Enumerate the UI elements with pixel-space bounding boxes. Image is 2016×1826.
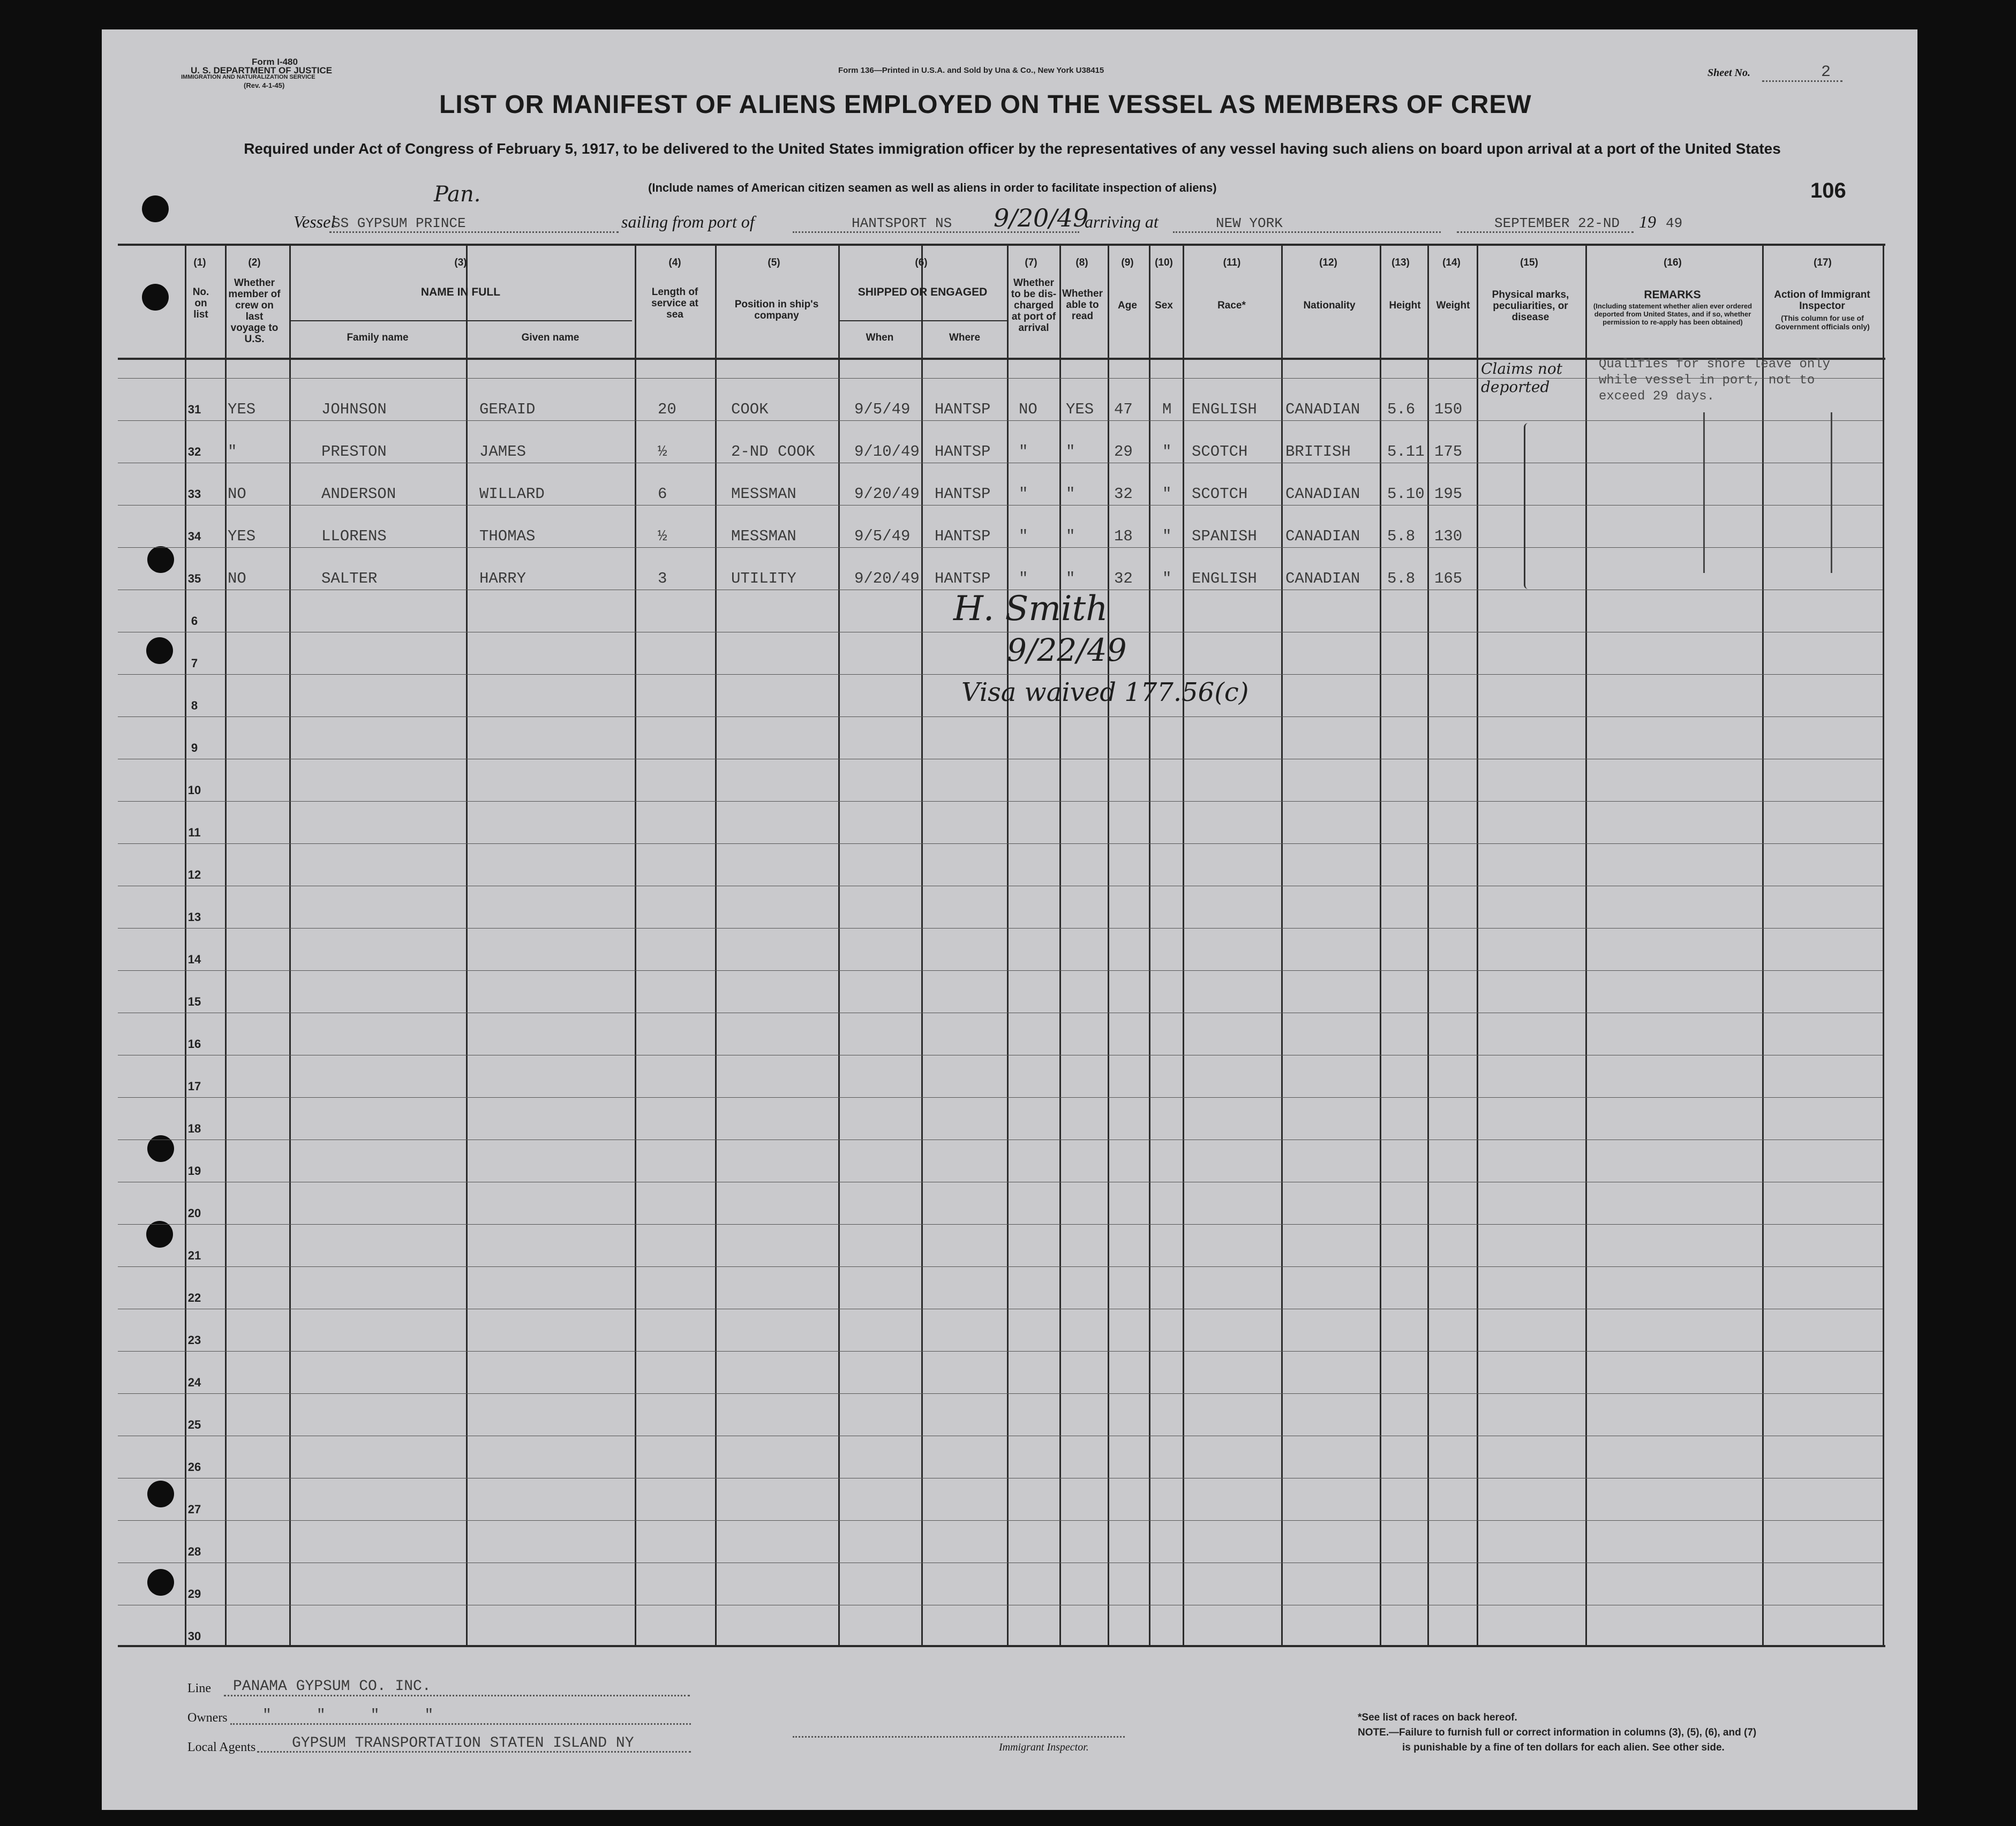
column-rule bbox=[921, 244, 923, 1647]
flag-note: Pan. bbox=[434, 182, 481, 207]
row-number: 21 bbox=[187, 1249, 201, 1262]
row-number: 30 bbox=[187, 1629, 201, 1643]
row-number: 29 bbox=[187, 1587, 201, 1601]
col-head-when: When bbox=[866, 332, 894, 343]
column-rule bbox=[466, 244, 468, 1647]
col-num-16: (16) bbox=[1664, 257, 1682, 268]
cell-discharged: NO bbox=[1019, 401, 1037, 418]
column-rule bbox=[715, 244, 717, 1647]
penalty-note-1: NOTE.—Failure to furnish full or correct information in columns (3), (5), (6), and (7) bbox=[1358, 1727, 1757, 1738]
row-number: 27 bbox=[187, 1503, 201, 1516]
cell-age: 18 bbox=[1114, 527, 1133, 545]
owners-value: " " " " bbox=[262, 1707, 434, 1724]
line-rule bbox=[224, 1695, 690, 1696]
cell-read: " bbox=[1066, 570, 1075, 587]
cell-height: 5.10 bbox=[1387, 485, 1425, 503]
cell-sex: M bbox=[1162, 401, 1172, 418]
col-head-name-in-full: NAME IN FULL bbox=[420, 286, 501, 298]
column-rule bbox=[1477, 244, 1478, 1647]
row-number: 18 bbox=[187, 1122, 201, 1135]
row-number: 15 bbox=[187, 995, 201, 1008]
cell-height: 5.8 bbox=[1387, 570, 1416, 587]
cell-sex: " bbox=[1162, 485, 1172, 503]
cell-last-voyage: YES bbox=[228, 401, 256, 418]
col-num-9: (9) bbox=[1121, 257, 1134, 268]
col-num-11: (11) bbox=[1223, 257, 1241, 268]
year-prefix: 19 bbox=[1639, 212, 1656, 231]
cell-nationality: CANADIAN bbox=[1285, 570, 1360, 587]
col-head-discharged: Whether to be dis-charged at port of arrival bbox=[1011, 277, 1057, 334]
cell-family: ANDERSON bbox=[321, 485, 396, 503]
agents-value: GYPSUM TRANSPORTATION STATEN ISLAND NY bbox=[292, 1735, 634, 1752]
page-title: LIST OR MANIFEST OF ALIENS EMPLOYED ON THE VESSEL AS MEMBERS OF CREW bbox=[439, 90, 1532, 119]
sailing-label: sailing from port of bbox=[621, 212, 755, 231]
arriving-label: arriving at bbox=[1085, 212, 1159, 231]
cell-when: 9/20/49 bbox=[854, 485, 920, 503]
cell-when: 9/5/49 bbox=[854, 527, 911, 545]
cell-sex: " bbox=[1162, 527, 1172, 545]
column-rule bbox=[289, 244, 291, 1647]
remarks-note: Qualifies for shore leave only while vessel in port, not to exceed 29 days. bbox=[1599, 357, 1831, 404]
cell-age: 47 bbox=[1114, 401, 1133, 418]
cell-position: COOK bbox=[731, 401, 769, 418]
printer-line: Form 136—Printed in U.S.A. and Sold by Una & Co., New York U38415 bbox=[838, 66, 1104, 75]
arriving-port: NEW YORK bbox=[1216, 215, 1283, 231]
column-rule bbox=[225, 244, 227, 1647]
column-rule bbox=[1427, 244, 1429, 1647]
cell-discharged: " bbox=[1019, 485, 1028, 503]
row-number: 26 bbox=[187, 1460, 201, 1474]
cell-discharged: " bbox=[1019, 443, 1028, 461]
cell-family: SALTER bbox=[321, 570, 378, 587]
race-note: *See list of races on back hereof. bbox=[1358, 1712, 1517, 1723]
row-rule bbox=[118, 1266, 1883, 1267]
col-head-able-to-read: Whether able to read bbox=[1062, 288, 1103, 322]
line-label: Line bbox=[187, 1681, 211, 1695]
cell-given: HARRY bbox=[479, 570, 526, 587]
row-number: 33 bbox=[187, 487, 201, 501]
cell-where: HANTSP bbox=[935, 570, 991, 587]
cell-read: " bbox=[1066, 485, 1075, 503]
column-rule bbox=[1183, 244, 1184, 1647]
row-rule bbox=[118, 1224, 1883, 1225]
cell-where: HANTSP bbox=[935, 443, 991, 461]
column-rule bbox=[1883, 244, 1884, 1647]
cell-service: 6 bbox=[658, 485, 667, 503]
row-number: 7 bbox=[191, 657, 198, 670]
col-head-sex: Sex bbox=[1155, 300, 1173, 311]
cell-weight: 130 bbox=[1434, 527, 1463, 545]
cell-discharged: " bbox=[1019, 570, 1028, 587]
column-rule bbox=[1281, 244, 1283, 1647]
cell-nationality: BRITISH bbox=[1285, 443, 1351, 461]
vessel-name: SS GYPSUM PRINCE bbox=[332, 215, 466, 231]
col-head-race: Race* bbox=[1217, 300, 1246, 311]
name-subheader-rule bbox=[289, 320, 632, 321]
cell-where: HANTSP bbox=[935, 401, 991, 418]
cell-race: SCOTCH bbox=[1192, 443, 1248, 461]
col-head-family-name: Family name bbox=[347, 332, 409, 343]
row-number: 19 bbox=[187, 1164, 201, 1178]
col-head-service: Length of service at sea bbox=[651, 286, 698, 320]
col-head-physical-marks: Physical marks, peculiarities, or disease bbox=[1492, 289, 1569, 323]
penalty-note-2: is punishable by a fine of ten dollars for each alien. See other side. bbox=[1402, 1742, 1725, 1753]
cell-where: HANTSP bbox=[935, 485, 991, 503]
cell-race: SPANISH bbox=[1192, 527, 1257, 545]
column-rule bbox=[1380, 244, 1381, 1647]
cell-nationality: CANADIAN bbox=[1285, 527, 1360, 545]
cell-read: " bbox=[1066, 527, 1075, 545]
sheet-number: 2 bbox=[1821, 63, 1831, 81]
col-head-no-on-list: No. on list bbox=[192, 286, 209, 320]
row-number: 12 bbox=[187, 868, 201, 881]
col-num-17: (17) bbox=[1814, 257, 1832, 268]
cell-service: ½ bbox=[658, 527, 667, 545]
punch-hole bbox=[146, 1221, 173, 1248]
agents-rule bbox=[257, 1751, 691, 1753]
cell-read: YES bbox=[1066, 401, 1094, 418]
cell-weight: 150 bbox=[1434, 401, 1463, 418]
cell-service: 20 bbox=[658, 401, 676, 418]
row-rule bbox=[118, 547, 1883, 548]
row-rule bbox=[118, 420, 1883, 421]
cell-family: PRESTON bbox=[321, 443, 387, 461]
cell-weight: 175 bbox=[1434, 443, 1463, 461]
row-number: 16 bbox=[187, 1037, 201, 1051]
subtitle-note: (Include names of American citizen seamen as well as aliens in order to facilitate inspection of aliens) bbox=[648, 181, 1217, 194]
inspector-label: Immigrant Inspector. bbox=[999, 1741, 1089, 1753]
cell-when: 9/5/49 bbox=[854, 401, 911, 418]
visa-note: Visa waived 177.56(c) bbox=[961, 677, 1249, 707]
col-num-4: (4) bbox=[668, 257, 681, 268]
cell-height: 5.8 bbox=[1387, 527, 1416, 545]
column-rule bbox=[1762, 244, 1764, 1647]
line-value: PANAMA GYPSUM CO. INC. bbox=[233, 1678, 431, 1695]
column-rule bbox=[1108, 244, 1109, 1647]
col-num-14: (14) bbox=[1442, 257, 1461, 268]
cell-weight: 165 bbox=[1434, 570, 1463, 587]
col-head-where: Where bbox=[949, 332, 981, 343]
cell-where: HANTSP bbox=[935, 527, 991, 545]
row-number: 23 bbox=[187, 1333, 201, 1347]
cell-read: " bbox=[1066, 443, 1075, 461]
cell-family: JOHNSON bbox=[321, 401, 387, 418]
row-number: 34 bbox=[187, 530, 201, 543]
cell-height: 5.6 bbox=[1387, 401, 1416, 418]
col-num-8: (8) bbox=[1075, 257, 1088, 268]
column-rule bbox=[1585, 244, 1587, 1647]
col-head-shipped: SHIPPED OR ENGAGED bbox=[857, 286, 988, 298]
row-rule bbox=[118, 674, 1883, 675]
arriving-line bbox=[1173, 231, 1441, 233]
cell-position: MESSMAN bbox=[731, 485, 796, 503]
cell-service: ½ bbox=[658, 443, 667, 461]
service: IMMIGRATION AND NATURALIZATION SERVICE bbox=[181, 74, 315, 80]
row-number: 22 bbox=[187, 1291, 201, 1304]
inspector-signature: H. Smith bbox=[953, 589, 1108, 629]
cell-sex: " bbox=[1162, 443, 1172, 461]
cell-position: UTILITY bbox=[731, 570, 796, 587]
cell-when: 9/10/49 bbox=[854, 443, 920, 461]
arrival-line bbox=[1457, 231, 1634, 233]
col-num-2: (2) bbox=[248, 257, 261, 268]
cell-height: 5.11 bbox=[1387, 443, 1425, 461]
col-num-15: (15) bbox=[1520, 257, 1538, 268]
cell-age: 32 bbox=[1114, 570, 1133, 587]
col-head-last-voyage: Whether member of crew on last voyage to U.S. bbox=[228, 277, 281, 345]
subtitle: Required under Act of Congress of February 5, 1917, to be delivered to the United States immigration officer by the representatives of any vessel having such aliens on board upon arrival at a port of the United States bbox=[244, 140, 1781, 157]
arrival-date: SEPTEMBER 22-ND bbox=[1494, 215, 1620, 231]
vessel-line bbox=[329, 231, 619, 233]
row-rule bbox=[118, 801, 1883, 802]
row-rule bbox=[118, 1097, 1883, 1098]
table-top-border bbox=[118, 244, 1885, 246]
col-num-12: (12) bbox=[1319, 257, 1337, 268]
row-number: 17 bbox=[187, 1080, 201, 1093]
cell-last-voyage: NO bbox=[228, 570, 246, 587]
sailing-date: 9/20/49 bbox=[994, 203, 1089, 232]
col-head-nationality: Nationality bbox=[1303, 300, 1356, 311]
col-head-inspector-note: (This column for use of Government officials only) bbox=[1775, 314, 1870, 331]
row-number: 9 bbox=[191, 741, 198, 754]
cell-family: LLORENS bbox=[321, 527, 387, 545]
punch-hole bbox=[142, 195, 169, 222]
column-rule bbox=[635, 244, 636, 1647]
inspector-rule bbox=[793, 1736, 1125, 1738]
sailing-port: HANTSPORT NS bbox=[852, 215, 952, 231]
cell-last-voyage: " bbox=[228, 443, 237, 461]
row-number: 35 bbox=[187, 572, 201, 585]
col-head-remarks: REMARKS bbox=[1644, 289, 1701, 301]
cell-race: SCOTCH bbox=[1192, 485, 1248, 503]
row-number: 11 bbox=[188, 826, 201, 839]
col-head-position: Position in ship's company bbox=[734, 299, 819, 321]
owners-rule bbox=[230, 1723, 691, 1725]
col-head-remarks-note: (Including statement whether alien ever ordered deported from United States, and if so, whether permission to re-apply has been obtained) bbox=[1593, 302, 1752, 326]
cell-age: 29 bbox=[1114, 443, 1133, 461]
col-num-1: (1) bbox=[193, 257, 206, 268]
col-head-given-name: Given name bbox=[521, 332, 580, 343]
cell-last-voyage: YES bbox=[228, 527, 256, 545]
year-suffix: 49 bbox=[1666, 215, 1683, 231]
row-rule bbox=[118, 716, 1883, 717]
punch-hole bbox=[142, 284, 169, 311]
column-rule bbox=[1149, 244, 1150, 1647]
sailing-line bbox=[793, 231, 1079, 233]
cell-when: 9/20/49 bbox=[854, 570, 920, 587]
cell-last-voyage: NO bbox=[228, 485, 246, 503]
row-rule bbox=[118, 1393, 1883, 1394]
row-number: 28 bbox=[187, 1545, 201, 1558]
cell-given: THOMAS bbox=[479, 527, 536, 545]
col-num-5: (5) bbox=[768, 257, 780, 268]
ditto-stroke bbox=[1831, 412, 1832, 573]
col-head-weight: Weight bbox=[1436, 300, 1470, 311]
cell-nationality: CANADIAN bbox=[1285, 401, 1360, 418]
row-rule bbox=[118, 843, 1883, 844]
sheet-number-line bbox=[1762, 80, 1842, 82]
row-number: 6 bbox=[191, 614, 198, 628]
row-rule bbox=[118, 1351, 1883, 1352]
punch-hole bbox=[146, 637, 173, 664]
row-number: 20 bbox=[187, 1206, 201, 1220]
cell-given: GERAID bbox=[479, 401, 536, 418]
cell-race: ENGLISH bbox=[1192, 570, 1257, 587]
row-rule bbox=[118, 928, 1883, 929]
row-number: 25 bbox=[187, 1418, 201, 1431]
row-number: 14 bbox=[187, 953, 201, 966]
row-number: 31 bbox=[187, 403, 201, 416]
row-number: 24 bbox=[187, 1376, 201, 1389]
col-num-13: (13) bbox=[1391, 257, 1410, 268]
cell-race: ENGLISH bbox=[1192, 401, 1257, 418]
cell-given: WILLARD bbox=[479, 485, 545, 503]
ditto-bracket bbox=[1524, 423, 1533, 589]
owners-label: Owners bbox=[187, 1711, 228, 1725]
column-rule bbox=[1059, 244, 1061, 1647]
col-num-10: (10) bbox=[1155, 257, 1173, 268]
col-head-inspector-action: Action of Immigrant Inspector bbox=[1774, 289, 1870, 312]
column-rule bbox=[1007, 244, 1009, 1647]
cell-given: JAMES bbox=[479, 443, 526, 461]
row-number: 13 bbox=[187, 910, 201, 924]
revision: (Rev. 4-1-45) bbox=[244, 81, 285, 89]
cell-nationality: CANADIAN bbox=[1285, 485, 1360, 503]
agents-label: Local Agents bbox=[187, 1740, 256, 1754]
col-num-3: (3) bbox=[454, 257, 467, 268]
row-number: 10 bbox=[187, 783, 201, 797]
row-number: 8 bbox=[191, 699, 198, 712]
cell-age: 32 bbox=[1114, 485, 1133, 503]
row-rule bbox=[118, 970, 1883, 971]
form-id: Form I-480 bbox=[252, 57, 298, 67]
cell-sex: " bbox=[1162, 570, 1172, 587]
col-num-6: (6) bbox=[915, 257, 928, 268]
ditto-stroke bbox=[1703, 412, 1705, 573]
cell-discharged: " bbox=[1019, 527, 1028, 545]
cell-weight: 195 bbox=[1434, 485, 1463, 503]
sheet-label: Sheet No. bbox=[1707, 67, 1750, 79]
inspection-date: 9/22/49 bbox=[1007, 632, 1127, 668]
col-head-age: Age bbox=[1118, 300, 1137, 311]
col-num-7: (7) bbox=[1025, 257, 1037, 268]
col-head-height: Height bbox=[1389, 300, 1421, 311]
physical-marks-note: Claims not deported bbox=[1481, 360, 1562, 396]
cell-position: 2-ND COOK bbox=[731, 443, 815, 461]
column-rule bbox=[838, 244, 840, 1647]
punch-hole bbox=[147, 546, 174, 573]
department: U. S. DEPARTMENT OF JUSTICE bbox=[191, 65, 333, 76]
vessel-label: Vessel bbox=[294, 212, 336, 231]
row-number: 32 bbox=[187, 445, 201, 458]
row-rule bbox=[118, 1520, 1883, 1521]
cell-position: MESSMAN bbox=[731, 527, 796, 545]
cell-service: 3 bbox=[658, 570, 667, 587]
page-number: 106 bbox=[1810, 179, 1846, 202]
table-bottom-border bbox=[118, 1645, 1885, 1647]
